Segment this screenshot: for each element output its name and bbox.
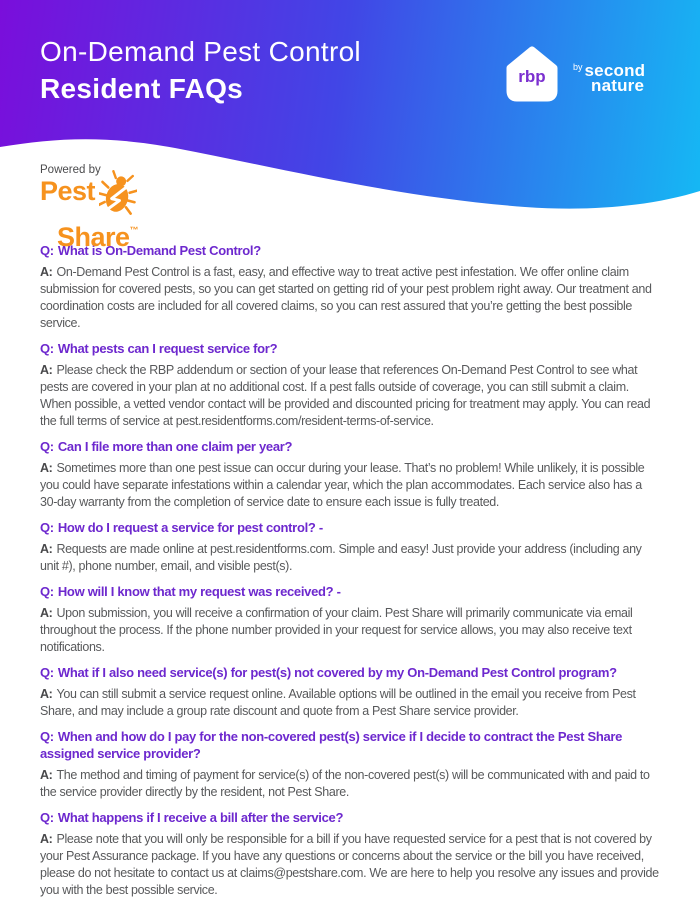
faq-item	[40, 809, 660, 899]
answer-prefix: A:	[40, 265, 53, 279]
pest-wordmark: Pest	[40, 176, 96, 206]
pest-share-logo	[40, 164, 138, 250]
faq-item	[40, 340, 660, 430]
answer-text: The method and timing of payment for service(s) of the non-covered pest(s) will be communicated with and paid to the service provider directly by the resident, not Pest Share.	[40, 768, 650, 799]
faq-answer	[40, 362, 660, 430]
answer-prefix: A:	[40, 832, 53, 846]
faq-item	[40, 242, 660, 332]
question-text: How do I request a service for pest control? -	[57, 520, 323, 535]
question-text: What is On-Demand Pest Control?	[57, 243, 261, 258]
faq-question	[40, 519, 660, 536]
brand-word-second: second	[584, 60, 646, 80]
answer-prefix: A:	[40, 542, 53, 556]
answer-prefix: A:	[40, 363, 53, 377]
question-prefix: Q:	[40, 665, 54, 680]
by-label: by	[573, 61, 583, 72]
trademark-symbol: ™	[129, 225, 139, 235]
faq-item	[40, 664, 660, 720]
question-prefix: Q:	[40, 439, 54, 454]
faq-question	[40, 728, 660, 762]
brand-word-nature: nature	[591, 75, 645, 95]
faq-item	[40, 583, 660, 656]
answer-text: Requests are made online at pest.residentforms.com. Simple and easy! Just provide your address (including any unit #), phone number, email, and visible pest(s).	[40, 542, 642, 573]
faq-question	[40, 809, 660, 826]
question-prefix: Q:	[40, 243, 54, 258]
answer-text: Sometimes more than one pest issue can occur during your lease. That’s no problem! While unlikely, it is possible you could have separate infestations within a calendar year, which the plan accommodates. Each service also has a 30-day warranty from the completion of service date to ensure each issue is fully treated.	[40, 461, 645, 509]
faq-answer	[40, 460, 660, 511]
faq-question	[40, 340, 660, 357]
answer-text: You can still submit a service request online. Available options will be outlined in the email you receive from Pest Share, and may include a group rate discount and quote from a Pest Share service provider.	[40, 687, 636, 718]
faq-answer	[40, 831, 660, 899]
page-title: On-Demand Pest Control	[40, 36, 361, 67]
question-text: What happens if I receive a bill after the service?	[57, 810, 344, 825]
answer-text: Please note that you will only be responsible for a bill if you have requested service for a pest that is not covered by your Pest Assurance package. If you have any questions or concerns about the service or the bill you have received, please do not hesitate to contact us at claims@pestshare.com. We are here to help you resolve any issues and provide you with the best possible service.	[40, 832, 659, 897]
question-text: When and how do I pay for the non-covered pest(s) service if I decide to contract the Pest Share assigned service provider?	[40, 729, 623, 761]
answer-prefix: A:	[40, 768, 53, 782]
question-prefix: Q:	[40, 729, 54, 744]
bug-icon	[99, 170, 137, 218]
faq-answer	[40, 541, 660, 575]
question-prefix: Q:	[40, 810, 54, 825]
header-titles	[40, 33, 361, 107]
faq-question	[40, 438, 660, 455]
answer-text: Upon submission, you will receive a confirmation of your claim. Pest Share will primarily communicate via email throughout the process. If the phone number provided in your request for service allows, you may also receive text notifications.	[40, 606, 633, 654]
question-text: How will I know that my request was received? -	[57, 584, 341, 599]
question-prefix: Q:	[40, 341, 54, 356]
faq-answer	[40, 767, 660, 801]
faq-question	[40, 664, 660, 681]
faq-answer	[40, 264, 660, 332]
question-text: What pests can I request service for?	[57, 341, 278, 356]
faq-item	[40, 519, 660, 575]
rbp-house-icon	[500, 42, 564, 108]
faq-item	[40, 728, 660, 801]
rbp-abbr-text: rbp	[518, 67, 546, 86]
faq-question	[40, 583, 660, 600]
faq-answer	[40, 686, 660, 720]
rbp-logo	[500, 42, 645, 108]
answer-text: Please check the RBP addendum or section of your lease that references On-Demand Pest Control to see what pests are covered in your plan at no additional cost. If a pest falls outside of coverage, you can still submit a claim. When possible, a vetted vendor contact will be provided and discounted pricing for treatment may apply. You can read the full terms of service at pest.residentforms.com/resident-terms-of-service.	[40, 363, 651, 428]
answer-prefix: A:	[40, 606, 53, 620]
question-text: Can I file more than one claim per year?	[57, 439, 293, 454]
faq-answer	[40, 605, 660, 656]
question-prefix: Q:	[40, 584, 54, 599]
answer-prefix: A:	[40, 461, 53, 475]
powered-by-label: Powered by	[40, 164, 101, 176]
share-wordmark: Share™	[57, 222, 139, 252]
faq-list	[0, 230, 700, 899]
page-subtitle: Resident FAQs	[40, 73, 244, 104]
question-text: What if I also need service(s) for pest(s) not covered by my On-Demand Pest Control program?	[57, 665, 617, 680]
answer-text: On-Demand Pest Control is a fast, easy, and effective way to treat active pest infestation. We offer online claim submission for covered pests, so you can get started on getting rid of your pest problem right away. Our treatment and coordination costs are included for all covered claims, so you can rest assured that you’re getting the best possible service.	[40, 265, 652, 330]
second-nature-wordmark	[573, 57, 645, 94]
faq-item	[40, 438, 660, 511]
question-prefix: Q:	[40, 520, 54, 535]
answer-prefix: A:	[40, 687, 53, 701]
